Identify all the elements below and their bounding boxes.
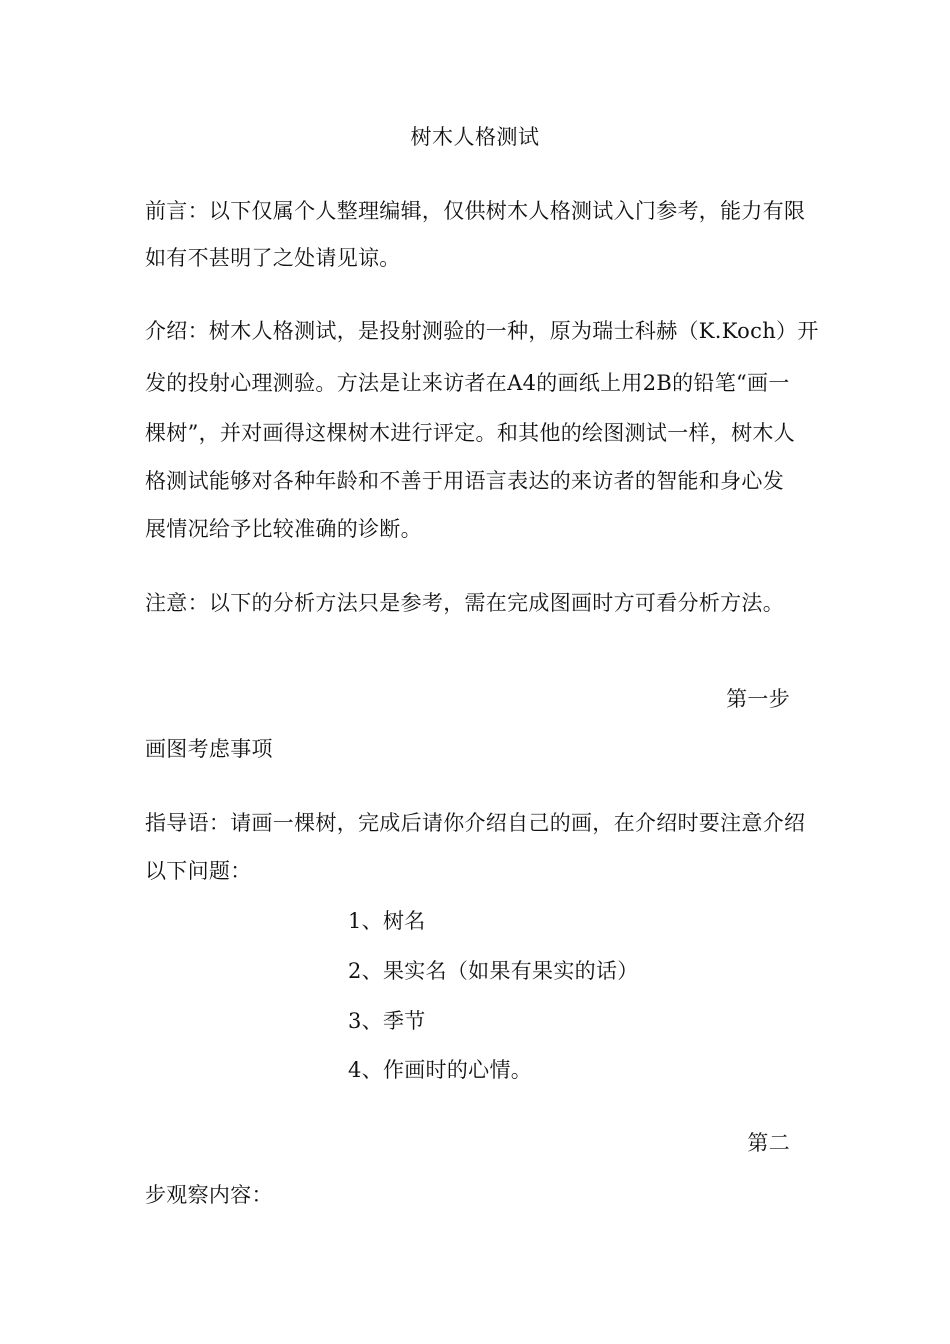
preface-line-2: 如有不甚明了之处请见谅。 [145, 246, 401, 270]
instruction-line-1: 指导语：请画一棵树，完成后请你介绍自己的画，在介绍时要注意介绍 [145, 811, 806, 835]
note-line: 注意：以下的分析方法只是参考，需在完成图画时方可看分析方法。 [145, 591, 784, 615]
step2-heading: 第二 [747, 1131, 790, 1155]
list-item: 4、作画时的心情。 [348, 1058, 533, 1082]
intro-line-1: 介绍：树木人格测试，是投射测验的一种，原为瑞士科赫（K.Koch）开 [145, 319, 819, 343]
intro-line-3: 棵树”，并对画得这棵树木进行评定。和其他的绘图测试一样，树木人 [145, 421, 796, 445]
step2-continuation: 步观察内容： [145, 1183, 273, 1207]
step1-subheading: 画图考虑事项 [145, 737, 273, 761]
step1-heading: 第一步 [726, 687, 790, 711]
intro-line-2: 发的投射心理测验。方法是让来访者在A4的画纸上用2B的铅笔“画一 [145, 371, 790, 395]
preface-line-1: 前言：以下仅属个人整理编辑，仅供树木人格测试入门参考，能力有限 [145, 199, 806, 223]
document-title: 树木人格测试 [410, 125, 540, 149]
intro-line-5: 展情况给予比较准确的诊断。 [145, 517, 422, 541]
list-item: 1、树名 [348, 909, 426, 933]
list-item: 3、季节 [348, 1009, 426, 1033]
list-item: 2、果实名（如果有果实的话） [348, 959, 639, 983]
intro-line-4: 格测试能够对各种年龄和不善于用语言表达的来访者的智能和身心发 [145, 469, 784, 493]
instruction-line-2: 以下问题： [145, 859, 252, 883]
